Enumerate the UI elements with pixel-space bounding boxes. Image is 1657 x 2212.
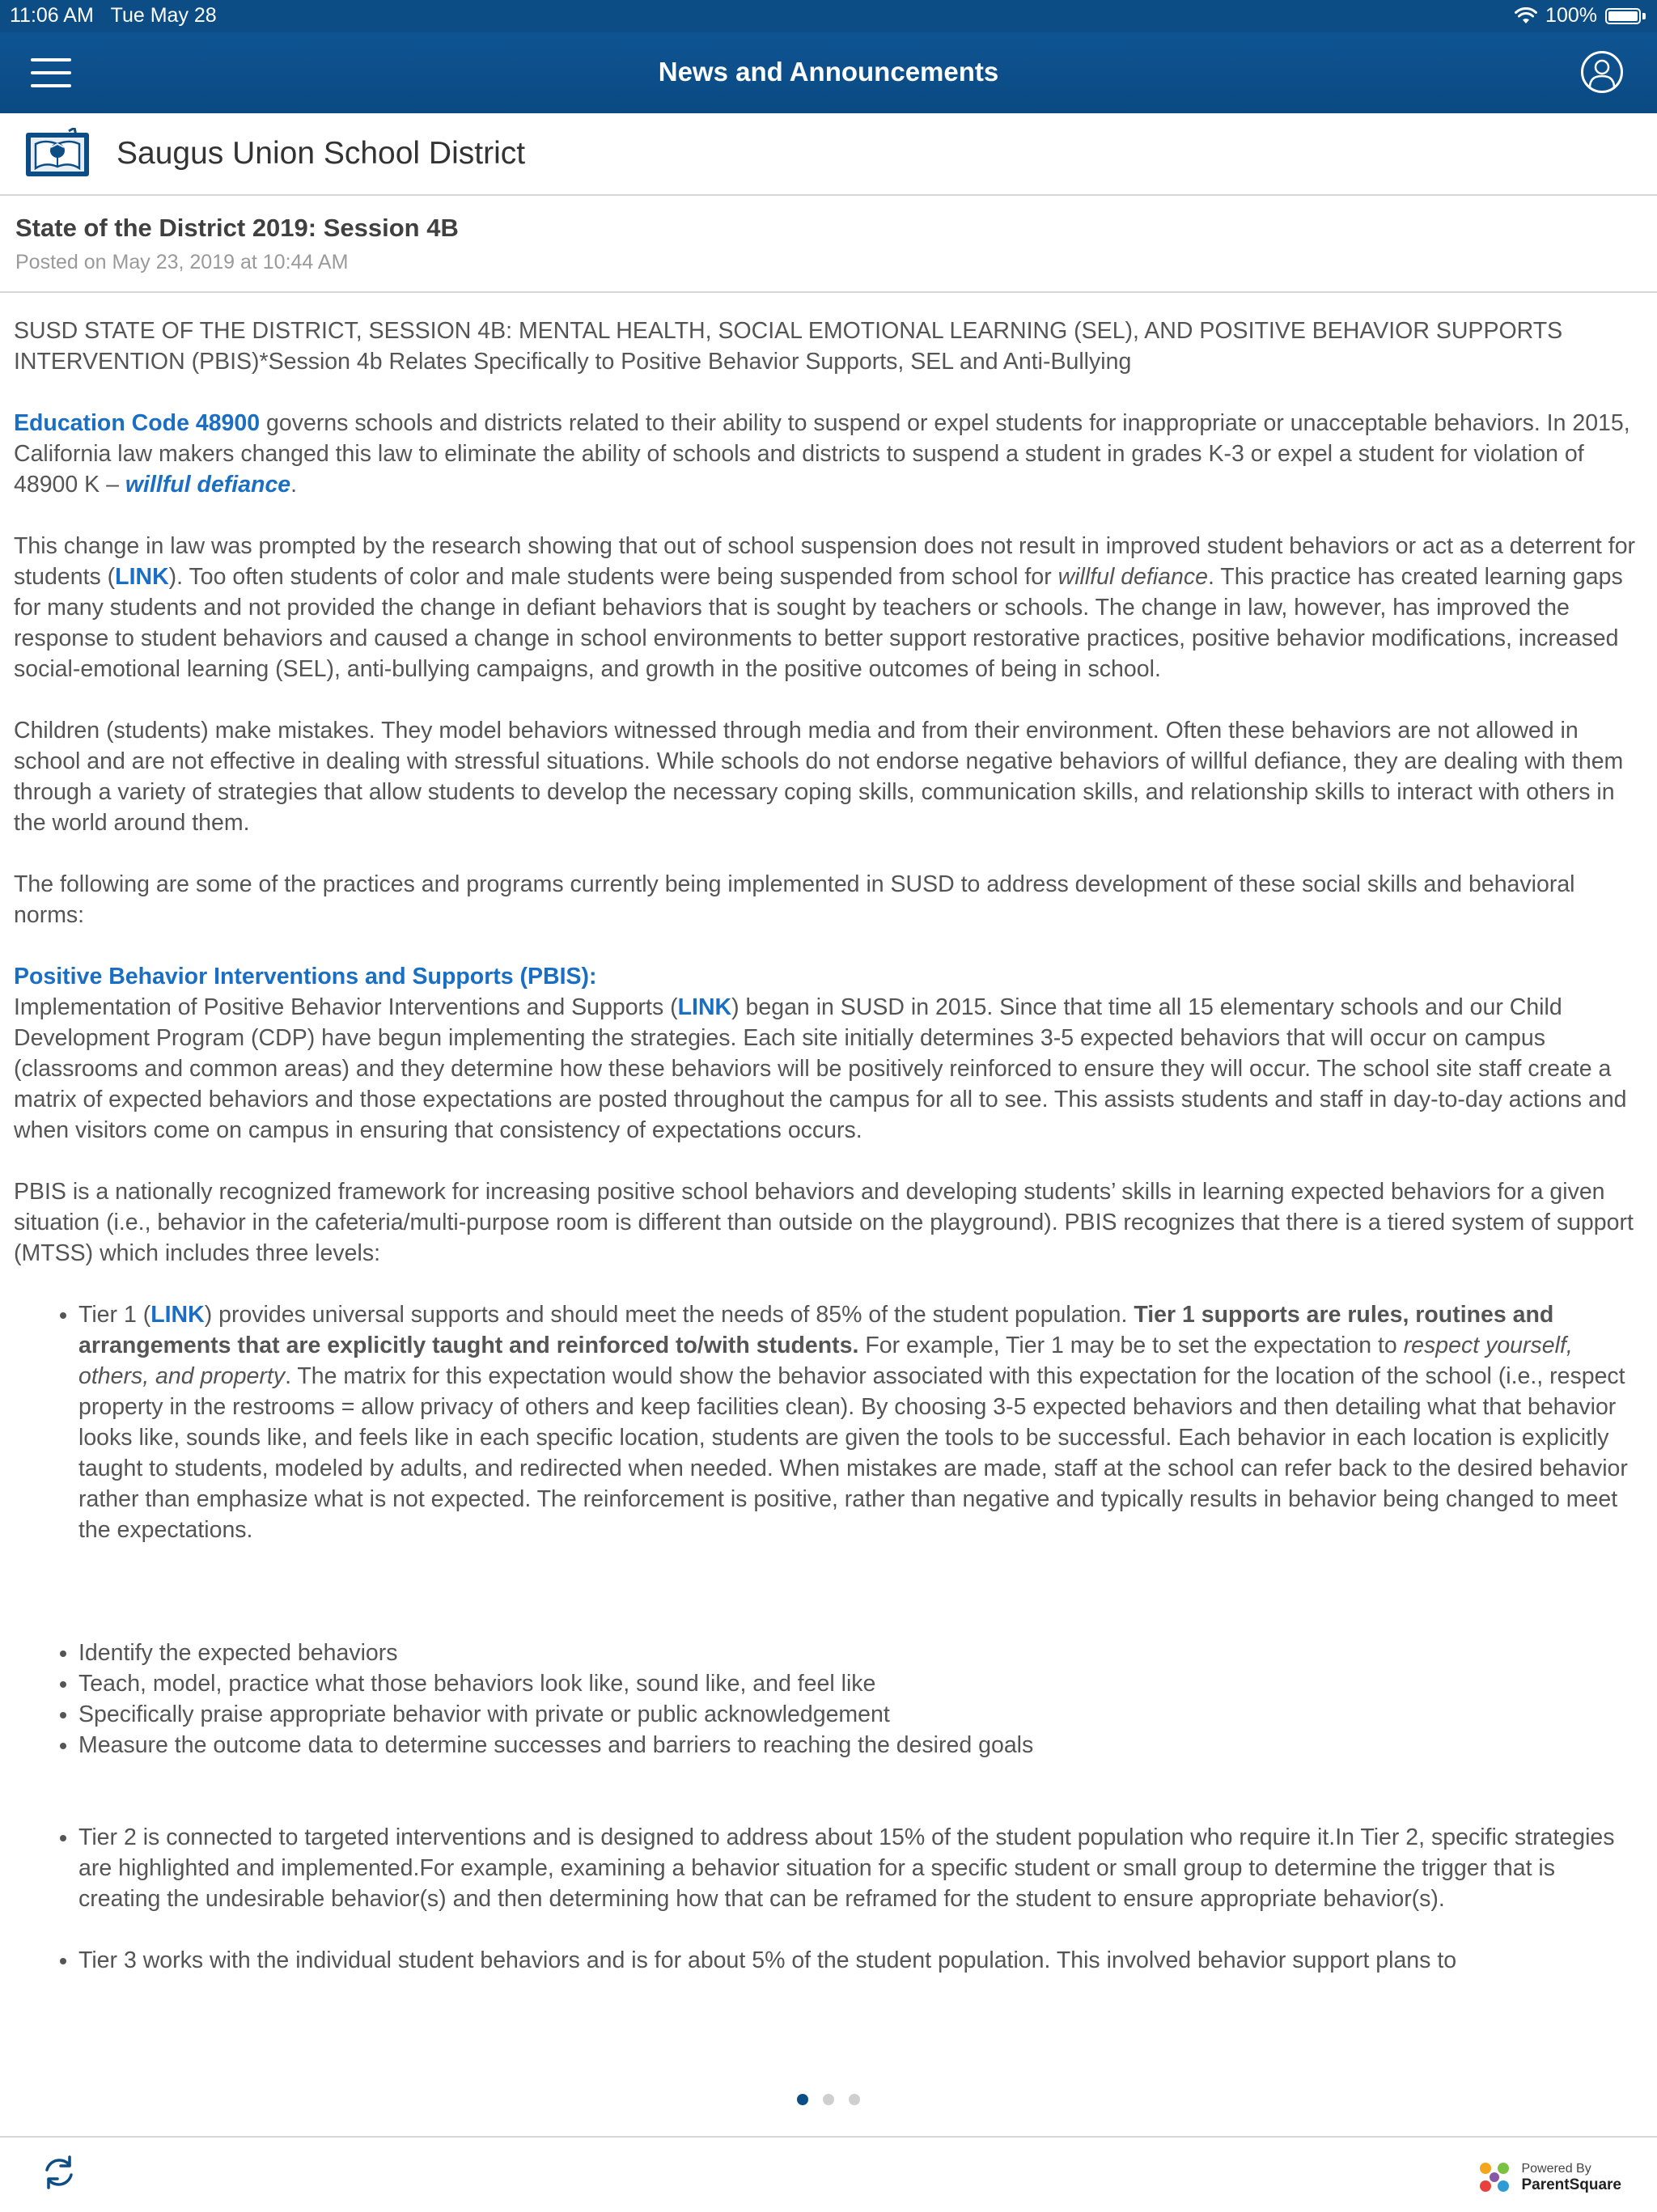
page-dot-1[interactable] [797,2094,808,2105]
battery-tip [1642,13,1646,19]
post-date: Posted on May 23, 2019 at 10:44 AM [15,251,349,273]
profile-icon[interactable] [1581,51,1623,93]
list-item: • Measure the outcome data to determine successes and barriers to reaching the desired goals [78,1730,1640,1761]
pbis-framework-paragraph: PBIS is a nationally recognized framework for increasing positive school behaviors and developing students’ skills in learning expected behaviors for a given situation (i.e., behavior in the cafeteria/multi-purpose room is different than outside on the playground). PBIS recognizes that there is a tiered system of support (MTSS) which includes three levels: [14,1179,1634,1266]
practices-paragraph: The following are some of the practices and programs currently being implemented in SUSD to address development of these social skills and behavioral norms: [14,871,1575,928]
page-dot-3[interactable] [849,2094,860,2105]
list-item: • Teach, model, practice what those behaviors look like, sound like, and feel like [78,1668,1640,1699]
wifi-icon [1515,7,1537,25]
tier1-item: • Tier 1 (LINK) provides universal supports and should meet the needs of 85% of the student population. Tier 1 supports are rules, routines and arrangements that are explicitly taught and reinforced to/with students. For example, Tier 1 may be to set the expectation to respect yourself, others, and property. The matrix for this expectation would show the behavior associated with this expectation for the location of the school (i.e., respect property in the restrooms = allow privacy of others and keep facilities clean). By choosing 3-5 expected behaviors and then detailing what that behavior looks like, sounds like, and feels like in each specific location, students are given the tools to be successful. Each behavior in each location is explicitly taught to students, modeled by adults, and redirected when needed. When mistakes are made, staff at the school can refer back to the desired behavior rather than emphasize what is not expected. The reinforcement is positive, rather than negative and typically results in behavior being changed to meet the expectations. [78,1299,1640,1545]
bottom-bar [0,2136,1657,2212]
post-title: State of the District 2019: Session 4B [15,214,459,242]
tier1-link[interactable]: LINK [150,1302,205,1328]
post-body [14,316,1640,1976]
post-header [0,196,1657,293]
list-item: • Identify the expected behaviors [78,1638,1640,1668]
tier3-item-partial: • Tier 3 works with the individual student behaviors and is for about 5% of the student population. This involved behavior support plans to [78,1945,1640,1976]
education-code-paragraph: Education Code 48900 governs schools and districts related to their ability to suspend or expel students for inappropriate or unacceptable behaviors. In 2015, California law makers changed this law to eliminate the ability of schools and districts to suspend a student in grades K-3 or expel a student for violation of 48900 K – willful defiance. [14,410,1630,498]
steps-list [14,1638,1640,1761]
pbis-paragraph: Positive Behavior Interventions and Supports (PBIS): Implementation of Positive Behavior Interventions and Supports (LINK) began in SUSD in 2015. Since that time all 15 elementary schools and our Child Development Program (CDP) have begun implementing the strategies. Each site initially determines 3-5 expected behaviors that will occur on campus (classrooms and common areas) and they determine how these behaviors will be positively reinforced to ensure they will occur. The school site staff create a matrix of expected behaviors and those expectations are posted throughout the campus for all to see. This assists students and staff in day-to-day actions and when visitors come on campus in ensuring that consistency of expectations occurs. [14,961,1640,1146]
status-time-date: 11:06 AM Tue May 28 [10,4,217,27]
pbis-link[interactable]: LINK [677,994,732,1020]
tier2-list [14,1822,1640,1914]
pbis-heading: Positive Behavior Interventions and Supports (PBIS): [14,964,597,989]
tier3-list [14,1945,1640,1976]
page-indicator[interactable] [0,2094,1657,2105]
district-name: Saugus Union School District [117,136,526,171]
page-dot-2[interactable] [823,2094,834,2105]
refresh-icon[interactable] [39,2152,79,2193]
intro-paragraph: SUSD STATE OF THE DISTRICT, SESSION 4B: MENTAL HEALTH, SOCIAL EMOTIONAL LEARNING (SEL), AND POSITIVE BEHAVIOR SUPPORTS INTERVENTION (PBIS)*Session 4b Relates Specifically to Positive Behavior Supports, SEL and Anti-Bullying [14,318,1563,375]
page-title: News and Announcements [658,57,999,87]
tier2-item: • Tier 2 is connected to targeted interventions and is designed to address about 15% of the student population who require it.In Tier 2, specific strategies are highlighted and implemented.For example, examining a behavior situation for a specific student or small group to determine the trigger that is creating the undesirable behavior(s) and then determining how that can be reframed for the student to ensure appropriate behavior(s). [78,1822,1640,1914]
powered-by[interactable] [1477,2160,1621,2194]
post-content[interactable] [0,293,1657,2083]
children-paragraph: Children (students) make mistakes. They model behaviors witnessed through media and from their environment. Often these behaviors are not allowed in school and are not effective in dealing with stressful situations. While schools do not endorse negative behaviors of willful defiance, they are dealing with them through a variety of strategies that allow students to develop the necessary coping skills, communication skills, and relationship skills to interact with others in the world around them. [14,718,1624,836]
education-code-link[interactable]: Education Code 48900 [14,410,261,436]
law-change-paragraph: This change in law was prompted by the research showing that out of school suspension does not result in improved student behaviors or act as a deterrent for students (LINK). Too often students of color and male students were being suspended from school for willful defiance. This practice has created learning gaps for many students and not provided the change in defiant behaviors that is sought by teachers or schools. The change in law, however, has improved the response to student behaviors and caused a change in school environments to better support restorative practices, positive behavior modifications, increased social-emotional learning (SEL), anti-bullying campaigns, and growth in the positive outcomes of being in school. [14,533,1636,682]
battery-icon [1605,8,1641,24]
battery-percent: 100% [1545,4,1597,27]
status-bar [0,0,1657,32]
district-logo [24,128,91,180]
powered-text: Powered By ParentSquare [1521,2162,1621,2193]
parentsquare-logo [1477,2160,1511,2194]
research-link[interactable]: LINK [115,564,169,590]
district-header [0,113,1657,196]
tier1-list [14,1299,1640,1545]
list-item: • Specifically praise appropriate behavior with private or public acknowledgement [78,1699,1640,1730]
status-right [1515,4,1646,28]
nav-bar [0,32,1657,113]
willful-defiance-link[interactable]: willful defiance [125,472,291,498]
